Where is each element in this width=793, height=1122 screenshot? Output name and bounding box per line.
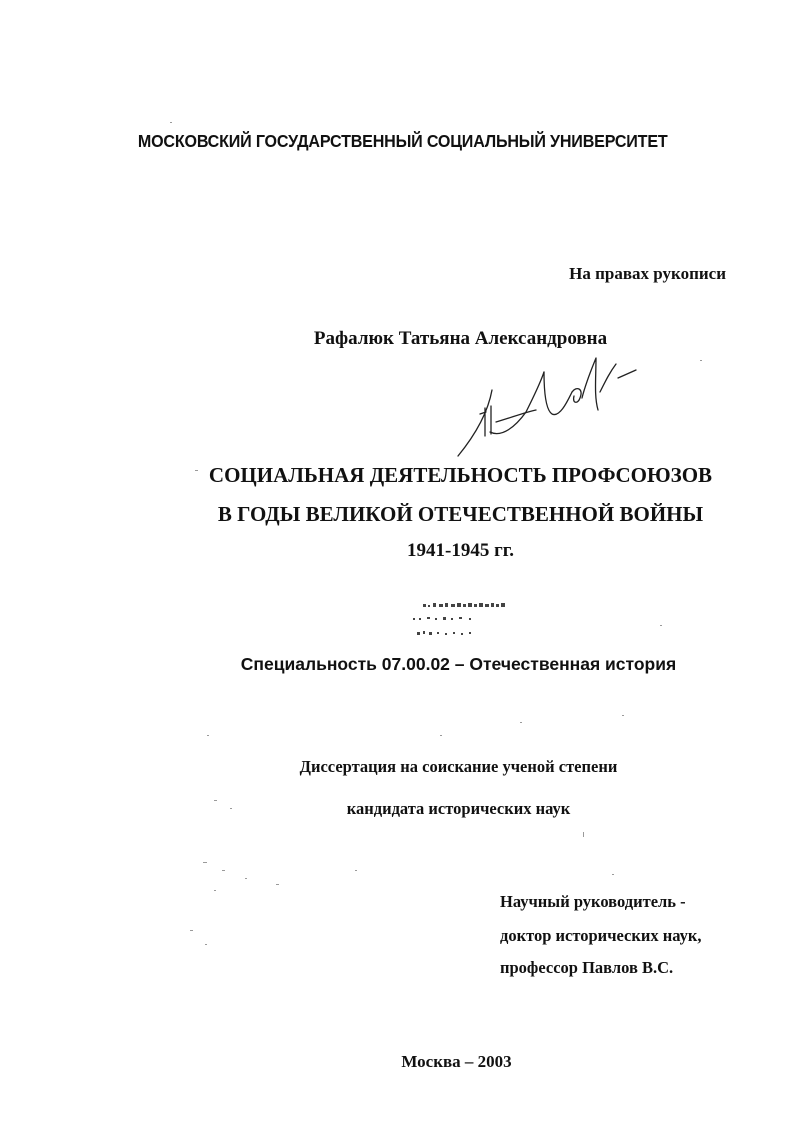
handwritten-signature — [440, 352, 640, 462]
advisor-line-1: Научный руководитель - — [500, 892, 686, 911]
thesis-title-line-1: СОЦИАЛЬНАЯ ДЕЯТЕЛЬНОСТЬ ПРОФСОЮЗОВ — [208, 463, 713, 487]
advisor-line-3: профессор Павлов В.С. — [500, 958, 674, 977]
thesis-years: 1941-1945 гг. — [407, 540, 514, 561]
specialty: Специальность 07.00.02 – Отечественная история — [240, 654, 677, 674]
thesis-title-line-2: В ГОДЫ ВЕЛИКОЙ ОТЕЧЕСТВЕННОЙ ВОЙНЫ — [217, 502, 704, 526]
advisor-line-2: доктор исторических наук, — [500, 926, 702, 945]
dissertation-line-1: Диссертация на соискание ученой степени — [299, 757, 618, 776]
university-name: МОСКОВСКИЙ ГОСУДАРСТВЕННЫЙ СОЦИАЛЬНЫЙ УНИВЕРСИТЕТ — [137, 131, 668, 151]
manuscript-note: На правах рукописи — [569, 264, 726, 283]
dissertation-line-2: кандидата исторических наук — [346, 799, 571, 818]
library-stamp — [395, 600, 525, 642]
author-name: Рафалюк Татьяна Александровна — [313, 328, 608, 349]
city-year: Москва – 2003 — [401, 1052, 512, 1071]
